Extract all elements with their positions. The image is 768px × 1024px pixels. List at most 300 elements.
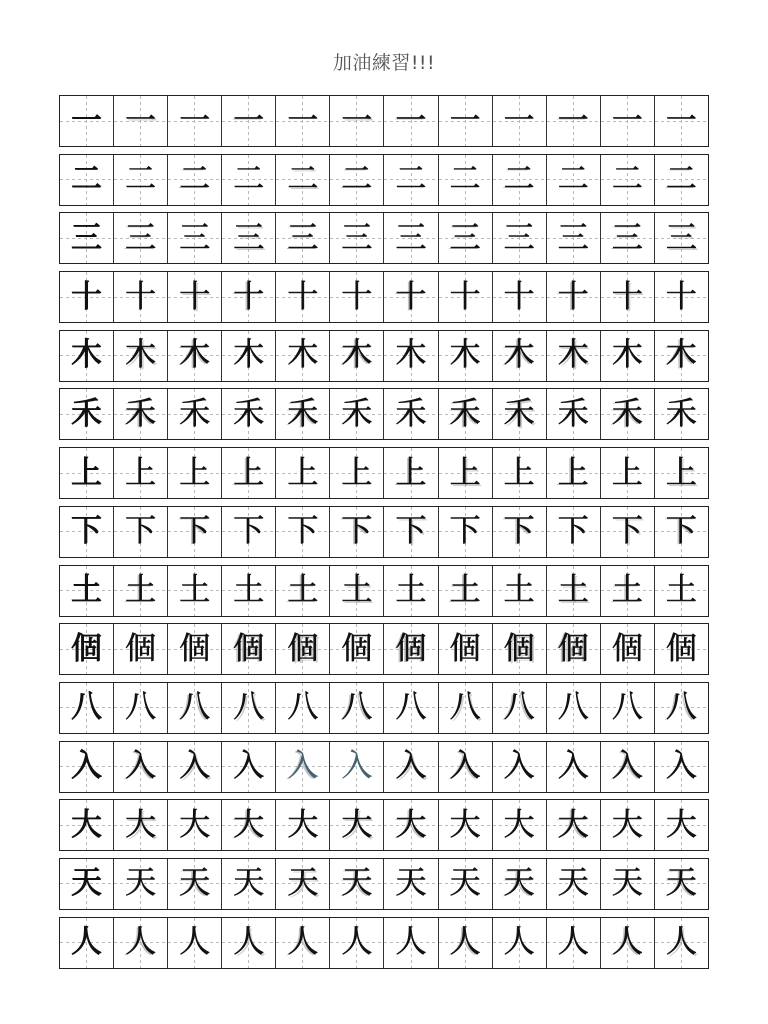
handwritten-character: 八 bbox=[611, 689, 643, 726]
handwritten-character: 十 bbox=[395, 278, 427, 315]
model-character-cell bbox=[60, 272, 114, 322]
practice-cell bbox=[222, 448, 276, 498]
handwritten-character: 上 bbox=[179, 454, 211, 491]
handwritten-character: 大 bbox=[125, 806, 157, 843]
practice-cell bbox=[168, 918, 222, 968]
practice-cell bbox=[493, 566, 547, 616]
handwritten-character: 大 bbox=[557, 806, 589, 843]
practice-row bbox=[59, 154, 709, 206]
practice-cell bbox=[384, 918, 438, 968]
practice-cell bbox=[439, 566, 493, 616]
handwritten-character: 天 bbox=[125, 865, 157, 902]
practice-cell bbox=[114, 742, 168, 792]
handwritten-character: 人 bbox=[233, 924, 265, 961]
practice-cell bbox=[384, 155, 438, 205]
practice-row bbox=[59, 447, 709, 499]
handwritten-character: 土 bbox=[179, 572, 211, 608]
handwritten-character: 入 bbox=[557, 748, 589, 785]
practice-cell bbox=[439, 448, 493, 498]
handwritten-character: 十 bbox=[449, 278, 481, 315]
handwritten-character: 人 bbox=[341, 924, 373, 961]
handwritten-character: 人 bbox=[395, 924, 427, 961]
practice-cell bbox=[222, 566, 276, 616]
handwritten-character: 入 bbox=[233, 748, 265, 785]
handwritten-character: 一 bbox=[341, 102, 373, 139]
practice-cell bbox=[655, 448, 708, 498]
practice-row bbox=[59, 506, 709, 558]
handwritten-character: 下 bbox=[503, 513, 535, 550]
practice-cell bbox=[384, 272, 438, 322]
practice-cell bbox=[114, 331, 168, 381]
practice-cell bbox=[276, 155, 330, 205]
practice-cell bbox=[493, 448, 547, 498]
handwritten-character: 大 bbox=[665, 806, 697, 843]
handwritten-character: 木 bbox=[449, 337, 481, 374]
handwritten-character: 一 bbox=[125, 102, 157, 139]
handwritten-character: 下 bbox=[287, 513, 319, 550]
practice-cell bbox=[439, 389, 493, 439]
handwritten-character: 二 bbox=[179, 161, 211, 198]
practice-cell bbox=[601, 448, 655, 498]
practice-cell bbox=[493, 272, 547, 322]
handwritten-character: 禾 bbox=[341, 395, 373, 432]
handwritten-character: 十 bbox=[287, 278, 319, 315]
practice-cell bbox=[330, 624, 384, 674]
handwritten-character: 入 bbox=[341, 748, 373, 785]
practice-cell bbox=[114, 800, 168, 850]
practice-cell bbox=[601, 918, 655, 968]
handwritten-character: 十 bbox=[503, 278, 535, 315]
handwritten-character: 人 bbox=[287, 924, 319, 961]
handwritten-character: 土 bbox=[395, 572, 427, 608]
practice-cell bbox=[222, 272, 276, 322]
practice-cell bbox=[276, 96, 330, 146]
handwritten-character: 上 bbox=[611, 454, 643, 491]
handwritten-character: 二 bbox=[71, 161, 103, 198]
handwritten-character: 土 bbox=[233, 572, 265, 608]
practice-row bbox=[59, 917, 709, 969]
practice-cell bbox=[547, 859, 601, 909]
practice-cell bbox=[547, 742, 601, 792]
handwritten-character: 天 bbox=[665, 865, 697, 902]
practice-cell bbox=[384, 624, 438, 674]
handwritten-character: 上 bbox=[557, 454, 589, 491]
handwritten-character: 十 bbox=[233, 278, 265, 315]
handwritten-character: 木 bbox=[395, 337, 427, 374]
practice-cell bbox=[547, 155, 601, 205]
handwritten-character: 一 bbox=[233, 102, 265, 139]
practice-cell bbox=[330, 918, 384, 968]
handwritten-character: 八 bbox=[233, 689, 265, 726]
handwritten-character: 人 bbox=[611, 924, 643, 961]
handwritten-character: 禾 bbox=[395, 395, 427, 432]
practice-cell bbox=[330, 213, 384, 263]
model-character-cell bbox=[60, 96, 114, 146]
handwritten-character: 人 bbox=[71, 924, 103, 961]
handwritten-character: 一 bbox=[503, 102, 535, 139]
handwritten-character: 木 bbox=[557, 337, 589, 374]
practice-cell bbox=[168, 624, 222, 674]
practice-cell bbox=[655, 155, 708, 205]
practice-cell bbox=[330, 272, 384, 322]
handwritten-character: 三 bbox=[449, 219, 481, 256]
handwritten-character: 二 bbox=[395, 161, 427, 198]
practice-cell bbox=[330, 507, 384, 557]
practice-cell bbox=[222, 742, 276, 792]
practice-row bbox=[59, 623, 709, 675]
practice-cell bbox=[114, 96, 168, 146]
practice-cell bbox=[493, 624, 547, 674]
practice-cell bbox=[114, 566, 168, 616]
handwritten-character: 人 bbox=[503, 924, 535, 961]
handwritten-character: 禾 bbox=[665, 395, 697, 432]
handwritten-character: 三 bbox=[71, 219, 103, 256]
handwritten-character: 禾 bbox=[179, 395, 211, 432]
practice-cell bbox=[601, 507, 655, 557]
handwritten-character: 個 bbox=[287, 630, 319, 667]
practice-cell bbox=[384, 742, 438, 792]
practice-cell bbox=[276, 213, 330, 263]
handwritten-character: 天 bbox=[341, 865, 373, 902]
practice-row bbox=[59, 271, 709, 323]
practice-row bbox=[59, 741, 709, 793]
handwritten-character: 下 bbox=[557, 513, 589, 550]
practice-cell bbox=[547, 624, 601, 674]
handwritten-character: 下 bbox=[665, 513, 697, 550]
handwritten-character: 個 bbox=[449, 630, 481, 667]
practice-row bbox=[59, 95, 709, 147]
handwritten-character: 二 bbox=[665, 161, 697, 198]
practice-cell bbox=[655, 272, 708, 322]
practice-cell bbox=[276, 683, 330, 733]
handwritten-character: 八 bbox=[287, 689, 319, 726]
practice-cell bbox=[330, 859, 384, 909]
practice-cell bbox=[547, 448, 601, 498]
handwritten-character: 三 bbox=[611, 219, 643, 256]
handwritten-character: 下 bbox=[449, 513, 481, 550]
practice-cell bbox=[222, 918, 276, 968]
practice-cell bbox=[547, 566, 601, 616]
practice-cell bbox=[276, 800, 330, 850]
practice-cell bbox=[114, 389, 168, 439]
handwritten-character: 大 bbox=[71, 806, 103, 843]
practice-cell bbox=[168, 389, 222, 439]
handwritten-character: 土 bbox=[125, 572, 157, 608]
practice-cell bbox=[168, 448, 222, 498]
handwritten-character: 八 bbox=[449, 689, 481, 726]
handwritten-character: 二 bbox=[341, 161, 373, 198]
handwritten-character: 上 bbox=[395, 454, 427, 491]
handwritten-character: 天 bbox=[557, 865, 589, 902]
practice-cell bbox=[384, 331, 438, 381]
handwritten-character: 入 bbox=[449, 748, 481, 785]
handwritten-character: 大 bbox=[395, 806, 427, 843]
practice-cell bbox=[114, 859, 168, 909]
practice-cell bbox=[168, 96, 222, 146]
handwritten-character: 人 bbox=[125, 924, 157, 961]
handwritten-character: 個 bbox=[503, 630, 535, 667]
handwritten-character: 二 bbox=[233, 161, 265, 198]
handwritten-character: 入 bbox=[503, 748, 535, 785]
handwritten-character: 八 bbox=[125, 689, 157, 726]
handwritten-character: 三 bbox=[341, 219, 373, 256]
practice-cell bbox=[547, 272, 601, 322]
handwritten-character: 木 bbox=[611, 337, 643, 374]
handwritten-character: 土 bbox=[449, 572, 481, 608]
practice-cell bbox=[384, 683, 438, 733]
practice-cell bbox=[655, 507, 708, 557]
practice-row bbox=[59, 388, 709, 440]
handwritten-character: 十 bbox=[557, 278, 589, 315]
practice-cell bbox=[276, 742, 330, 792]
handwritten-character: 一 bbox=[665, 102, 697, 139]
handwritten-character: 下 bbox=[71, 513, 103, 550]
handwritten-character: 天 bbox=[233, 865, 265, 902]
handwritten-character: 十 bbox=[611, 278, 643, 315]
handwritten-character: 個 bbox=[557, 630, 589, 667]
handwritten-character: 天 bbox=[611, 865, 643, 902]
handwritten-character: 上 bbox=[125, 454, 157, 491]
handwritten-character: 土 bbox=[71, 572, 103, 608]
handwritten-character: 入 bbox=[179, 748, 211, 785]
handwritten-character: 入 bbox=[287, 748, 319, 785]
practice-cell bbox=[655, 742, 708, 792]
handwritten-character: 一 bbox=[395, 102, 427, 139]
handwritten-character: 一 bbox=[449, 102, 481, 139]
practice-cell bbox=[655, 213, 708, 263]
practice-row bbox=[59, 565, 709, 617]
practice-cell bbox=[222, 624, 276, 674]
model-character-cell bbox=[60, 624, 114, 674]
handwritten-character: 人 bbox=[179, 924, 211, 961]
practice-cell bbox=[601, 155, 655, 205]
practice-cell bbox=[547, 331, 601, 381]
practice-cell bbox=[547, 507, 601, 557]
practice-cell bbox=[330, 155, 384, 205]
practice-cell bbox=[222, 683, 276, 733]
practice-cell bbox=[547, 683, 601, 733]
handwritten-character: 禾 bbox=[287, 395, 319, 432]
handwritten-character: 禾 bbox=[449, 395, 481, 432]
handwritten-character: 上 bbox=[341, 454, 373, 491]
handwritten-character: 木 bbox=[179, 337, 211, 374]
practice-cell bbox=[601, 742, 655, 792]
practice-cell bbox=[439, 624, 493, 674]
practice-cell bbox=[114, 448, 168, 498]
handwritten-character: 入 bbox=[395, 748, 427, 785]
handwritten-character: 十 bbox=[179, 278, 211, 315]
handwritten-character: 上 bbox=[71, 454, 103, 491]
practice-row bbox=[59, 212, 709, 264]
practice-cell bbox=[114, 507, 168, 557]
practice-cell bbox=[439, 800, 493, 850]
handwritten-character: 十 bbox=[71, 278, 103, 315]
practice-cell bbox=[547, 213, 601, 263]
handwritten-character: 二 bbox=[611, 161, 643, 198]
handwritten-character: 大 bbox=[611, 806, 643, 843]
handwritten-character: 木 bbox=[71, 337, 103, 374]
practice-cell bbox=[493, 155, 547, 205]
practice-cell bbox=[276, 624, 330, 674]
practice-cell bbox=[276, 507, 330, 557]
practice-cell bbox=[276, 918, 330, 968]
practice-cell bbox=[547, 389, 601, 439]
practice-cell bbox=[655, 566, 708, 616]
handwritten-character: 個 bbox=[179, 630, 211, 667]
practice-cell bbox=[493, 683, 547, 733]
practice-row bbox=[59, 330, 709, 382]
handwritten-character: 大 bbox=[179, 806, 211, 843]
practice-cell bbox=[439, 859, 493, 909]
handwritten-character: 三 bbox=[665, 219, 697, 256]
handwritten-character: 大 bbox=[233, 806, 265, 843]
practice-cell bbox=[547, 918, 601, 968]
handwritten-character: 禾 bbox=[233, 395, 265, 432]
model-character-cell bbox=[60, 389, 114, 439]
practice-cell bbox=[222, 96, 276, 146]
model-character-cell bbox=[60, 566, 114, 616]
practice-cell bbox=[222, 331, 276, 381]
practice-cell bbox=[384, 800, 438, 850]
practice-cell bbox=[601, 683, 655, 733]
handwritten-character: 三 bbox=[395, 219, 427, 256]
practice-cell bbox=[276, 331, 330, 381]
practice-cell bbox=[655, 331, 708, 381]
handwritten-character: 一 bbox=[287, 102, 319, 139]
practice-cell bbox=[601, 213, 655, 263]
practice-cell bbox=[439, 272, 493, 322]
handwritten-character: 大 bbox=[341, 806, 373, 843]
handwritten-character: 下 bbox=[179, 513, 211, 550]
practice-cell bbox=[276, 566, 330, 616]
practice-cell bbox=[384, 448, 438, 498]
handwritten-character: 大 bbox=[503, 806, 535, 843]
handwritten-character: 三 bbox=[557, 219, 589, 256]
handwritten-character: 土 bbox=[611, 572, 643, 608]
handwritten-character: 一 bbox=[557, 102, 589, 139]
handwritten-character: 土 bbox=[503, 572, 535, 608]
practice-cell bbox=[384, 389, 438, 439]
handwritten-character: 禾 bbox=[125, 395, 157, 432]
practice-cell bbox=[276, 859, 330, 909]
practice-cell bbox=[547, 96, 601, 146]
handwritten-character: 一 bbox=[71, 102, 103, 139]
practice-cell bbox=[655, 96, 708, 146]
practice-cell bbox=[222, 213, 276, 263]
practice-cell bbox=[276, 448, 330, 498]
practice-cell bbox=[384, 859, 438, 909]
practice-cell bbox=[330, 389, 384, 439]
page-title: 加油練習!!! bbox=[332, 52, 436, 74]
model-character-cell bbox=[60, 507, 114, 557]
practice-cell bbox=[114, 624, 168, 674]
handwritten-character: 禾 bbox=[503, 395, 535, 432]
handwritten-character: 天 bbox=[71, 865, 103, 902]
practice-cell bbox=[439, 155, 493, 205]
practice-cell bbox=[276, 389, 330, 439]
practice-cell bbox=[384, 566, 438, 616]
model-character-cell bbox=[60, 742, 114, 792]
practice-cell bbox=[384, 213, 438, 263]
handwritten-character: 八 bbox=[557, 689, 589, 726]
handwritten-character: 個 bbox=[665, 630, 697, 667]
practice-cell bbox=[493, 507, 547, 557]
practice-cell bbox=[439, 742, 493, 792]
practice-cell bbox=[601, 389, 655, 439]
handwritten-character: 上 bbox=[449, 454, 481, 491]
handwritten-character: 天 bbox=[395, 865, 427, 902]
practice-cell bbox=[655, 800, 708, 850]
practice-cell bbox=[330, 800, 384, 850]
handwritten-character: 木 bbox=[665, 337, 697, 374]
handwritten-character: 人 bbox=[557, 924, 589, 961]
practice-cell bbox=[330, 448, 384, 498]
handwritten-character: 個 bbox=[125, 630, 157, 667]
handwritten-character: 入 bbox=[611, 748, 643, 785]
practice-cell bbox=[439, 213, 493, 263]
practice-cell bbox=[114, 155, 168, 205]
practice-cell bbox=[276, 272, 330, 322]
handwritten-character: 禾 bbox=[71, 395, 103, 432]
handwritten-character: 一 bbox=[611, 102, 643, 139]
handwritten-character: 木 bbox=[125, 337, 157, 374]
handwritten-character: 三 bbox=[503, 219, 535, 256]
handwritten-character: 入 bbox=[125, 748, 157, 785]
model-character-cell bbox=[60, 918, 114, 968]
model-character-cell bbox=[60, 155, 114, 205]
handwritten-character: 土 bbox=[341, 572, 373, 608]
handwritten-character: 八 bbox=[179, 689, 211, 726]
practice-cell bbox=[655, 859, 708, 909]
practice-cell bbox=[114, 918, 168, 968]
practice-cell bbox=[168, 859, 222, 909]
practice-cell bbox=[439, 96, 493, 146]
handwritten-character: 木 bbox=[287, 337, 319, 374]
handwritten-character: 上 bbox=[503, 454, 535, 491]
handwritten-character: 天 bbox=[287, 865, 319, 902]
practice-cell bbox=[601, 331, 655, 381]
practice-cell bbox=[493, 213, 547, 263]
practice-sheet bbox=[59, 95, 709, 975]
practice-cell bbox=[601, 566, 655, 616]
practice-cell bbox=[222, 800, 276, 850]
practice-row bbox=[59, 858, 709, 910]
handwritten-character: 三 bbox=[179, 219, 211, 256]
practice-cell bbox=[114, 272, 168, 322]
practice-cell bbox=[384, 96, 438, 146]
handwritten-character: 木 bbox=[233, 337, 265, 374]
handwritten-character: 個 bbox=[611, 630, 643, 667]
practice-cell bbox=[601, 800, 655, 850]
handwritten-character: 二 bbox=[125, 161, 157, 198]
handwritten-character: 八 bbox=[71, 689, 103, 726]
handwritten-character: 天 bbox=[179, 865, 211, 902]
practice-cell bbox=[222, 155, 276, 205]
handwritten-character: 大 bbox=[449, 806, 481, 843]
handwritten-character: 土 bbox=[287, 572, 319, 608]
practice-cell bbox=[330, 742, 384, 792]
practice-cell bbox=[330, 96, 384, 146]
handwritten-character: 二 bbox=[557, 161, 589, 198]
handwritten-character: 人 bbox=[449, 924, 481, 961]
handwritten-character: 入 bbox=[71, 748, 103, 785]
handwritten-character: 一 bbox=[179, 102, 211, 139]
handwritten-character: 木 bbox=[341, 337, 373, 374]
handwritten-character: 十 bbox=[341, 278, 373, 315]
practice-cell bbox=[168, 155, 222, 205]
model-character-cell bbox=[60, 859, 114, 909]
practice-cell bbox=[168, 272, 222, 322]
